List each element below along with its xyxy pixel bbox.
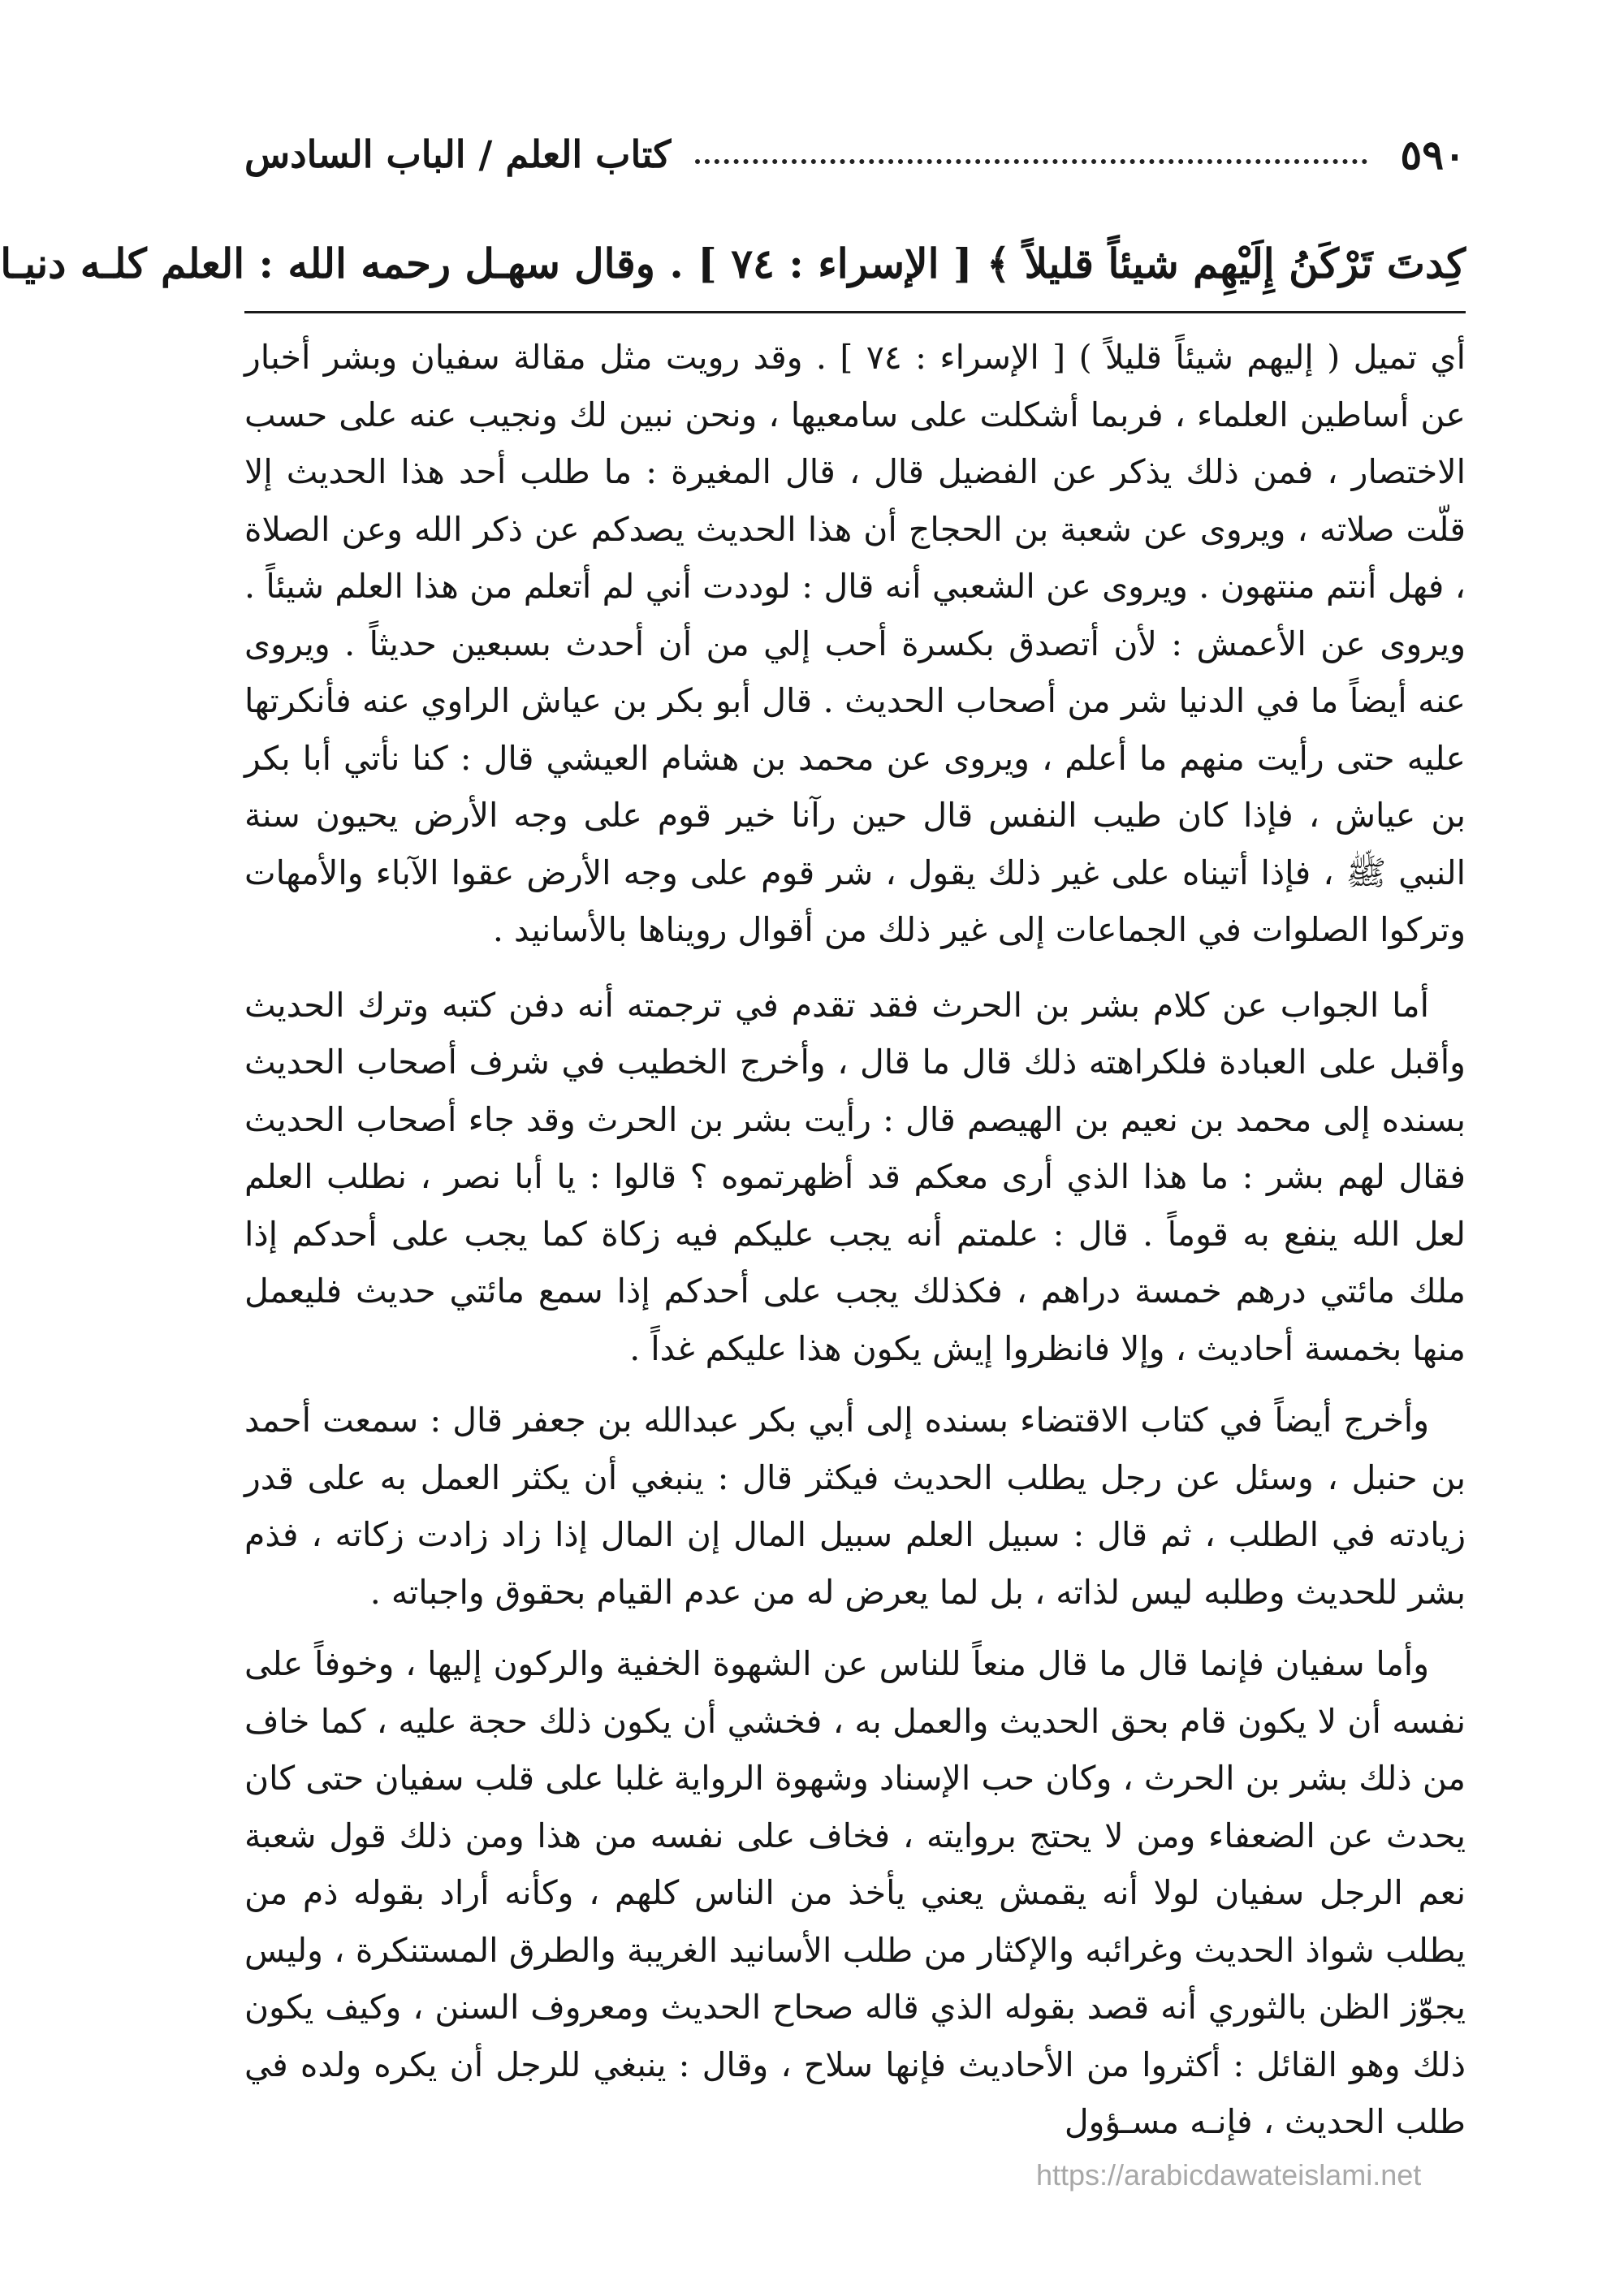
body-text [244, 329, 1466, 2166]
header-dotted-leader [695, 159, 1367, 164]
chapter-title: كتاب العلم / الباب السادس [244, 132, 672, 176]
paragraph-3: وأخرج أيضاً في كتاب الاقتضاء بسنده إلى أبي بكر عبدالله بن جعفر قال : سمعت أحمد بن حنبل ، وسئل عن رجل يطلب الحديث فيكثر قال : ينبغي أن يكثر العمل به على قدر زيادته في الطلب ، ثم قال : سبيل العلم سبيل المال إن المال إذا زاد زادت زكاته ، فذم بشر للحديث وطلبه ليس لذاته ، بل لما يعرض له من عدم القيام بحقوق واجباته . [244, 1401, 1466, 1612]
running-header [244, 122, 1466, 187]
watermark-url: https://arabicdawateislami.net [1036, 2158, 1422, 2192]
paragraph-1: أي تميل ( إليهم شيئاً قليلاً ) [ الإسراء : ٧٤ ] . وقد رويت مثل مقالة سفيان وبشر أخبار عن أساطين العلماء ، فربما أشكلت على سامعيها ، ونحن نبين لك ونجيب عنه على حسب الاختصار ، فمن ذلك يذكر عن الفضيل قال ، قال المغيرة : ما طلب أحد هذا الحديث إلا قلّت صلاته ، ويروى عن شعبة بن الحجاج أن هذا الحديث يصدكم عن ذكر الله وعن الصلاة ، فهل أنتم منتهون . ويروى عن الشعبي أنه قال : لوددت أني لم أتعلم من هذا العلم شيئاً . ويروى عن الأعمش : لأن أتصدق بكسرة أحب إلي من أن أحدث بسبعين حديثاً . ويروى عنه أيضاً ما في الدنيا شر من أصحاب الحديث . قال أبو بكر بن عياش الراوي عنه فأنكرتها عليه حتى رأيت منهم ما أعلم ، ويروى عن محمد بن هشام العيشي قال : كنا نأتي أبا بكر بن عياش ، فإذا كان طيب النفس قال حين رآنا خير قوم على وجه الأرض يحيون سنة النبي ﷺ ، فإذا أتيناه على غير ذلك يقول ، شر قوم على وجه الأرض عقوا الآباء والأمهات وتركوا الصلوات في الجماعات إلى غير ذلك من أقوال رويناها بالأسانيد . [244, 338, 1466, 949]
page-number: ٥٩٠ [1400, 130, 1466, 179]
paragraph-4: وأما سفيان فإنما قال ما قال منعاً للناس عن الشهوة الخفية والركون إليها ، وخوفاً على نفسه أن لا يكون قام بحق الحديث والعمل به ، فخشي أن يكون ذلك حجة عليه ، كما خاف من ذلك بشر بن الحرث ، وكان حب الإسناد وشهوة الرواية غلبا على قلب سفيان حتى كان يحدث عن الضعفاء ومن لا يحتج بروايته ، فخاف على نفسه من هذا ومن ذلك قول شعبة نعم الرجل سفيان لولا أنه يقمش يعني يأخذ من الناس كلهم ، وكأنه أراد بقوله ذم من يطلب شواذ الحديث وغرائبه والإكثار من طلب الأسانيد الغريبة والطرق المستنكرة ، وليس يجوّز الظن بالثوري أنه قصد بقوله الذي قاله صحاح الحديث ومعروف السنن ، وكيف يكون ذلك وهو القائل : أكثروا من الأحاديث فإنها سلاح ، وقال : ينبغي للرجل أن يكره ولده في طلب الحديث ، فإنـه مسـؤول [244, 1644, 1466, 2141]
paragraph-2: أما الجواب عن كلام بشر بن الحرث فقد تقدم في ترجمته أنه دفن كتبه وترك الحديث وأقبل على العبادة فلكراهته ذلك قال ما قال ، وأخرج الخطيب في شرف أصحاب الحديث بسنده إلى محمد بن نعيم بن الهيصم قال : رأيت بشر بن الحرث وقد جاء أصحاب الحديث فقال لهم بشر : ما هذا الذي أرى معكم قد أظهرتموه ؟ قالوا : يا أبا نصر ، نطلب العلم لعل الله ينفع به قوماً . قال : علمتم أنه يجب عليكم فيه زكاة كما يجب على أحدكم إذا ملك مائتي درهم خمسة دراهم ، فكذلك يجب على أحدكم إذا سمع مائتي حديث فليعمل منها بخمسة أحاديث ، وإلا فانظروا إيش يكون هذا عليكم غداً . [244, 985, 1466, 1368]
header-rule [244, 311, 1466, 313]
footnote-carry-line: كِدتَ تَرْكَنُ إِلَيْهِم شيئاً قليلاً ﴾ [ الإسراء : ٧٤ ] . وقال سهـل رحمه الله : العلم كلـه دنيـا [0, 240, 1466, 287]
